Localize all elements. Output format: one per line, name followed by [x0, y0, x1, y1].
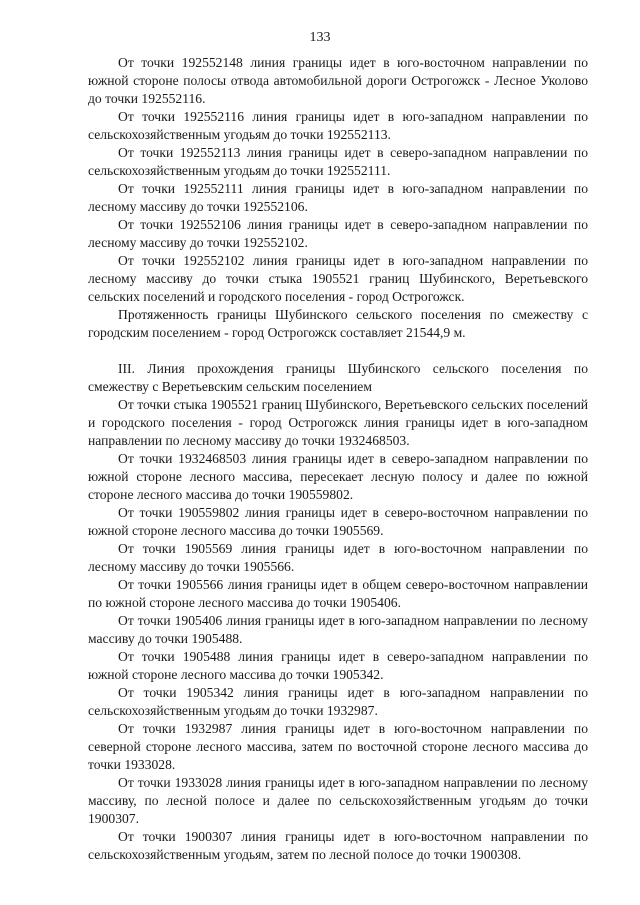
paragraph-total-length: Протяженность границы Шубинского сельского поселения по смежеству с городским поселением - город Острогожск составляет 21544,9 м. — [88, 307, 588, 340]
section-heading: III. Линия прохождения границы Шубинского сельского поселения по смежеству с Веретьевским сельским поселением — [88, 361, 588, 394]
paragraph: От точки 192552116 линия границы идет в юго-западном направлении по сельскохозяйственным угодьям до точки 192552113. — [88, 109, 588, 142]
paragraph: От точки 1932987 линия границы идет в юго-восточном направлении по северной стороне лесного массива, затем по восточной стороне лесного массива до точки 1933028. — [88, 721, 588, 772]
paragraph: От точки 1905488 линия границы идет в северо-западном направлении по южной стороне лесного массива до точки 1905342. — [88, 649, 588, 682]
paragraph: От точки 1933028 линия границы идет в юго-западном направлении по лесному массиву, по лесной полосе и далее по сельскохозяйственным угодьям до точки 1900307. — [88, 775, 588, 826]
paragraph: От точки 192552102 линия границы идет в юго-западном направлении по лесному массиву до точки стыка 1905521 границ Шубинского, Веретьевского сельских поселений и городского поселения - город Острогожск. — [88, 253, 588, 304]
paragraph: От точки 192552113 линия границы идет в северо-западном направлении по сельскохозяйственным угодьям до точки 192552111. — [88, 145, 588, 178]
paragraph: От точки 192552148 линия границы идет в юго-восточном направлении по южной стороне полосы отвода автомобильной дороги Острогожск - Лесное Уколово до точки 192552116. — [88, 55, 588, 106]
paragraph: От точки стыка 1905521 границ Шубинского, Веретьевского сельских поселений и городского поселения - город Острогожск линия границы идет в юго-западном направлении по лесному массиву до точки 1932468503. — [88, 397, 588, 448]
page-number: 133 — [309, 30, 331, 45]
paragraph: От точки 1900307 линия границы идет в юго-восточном направлении по сельскохозяйственным угодьям, затем по лесной полосе до точки 1900308. — [88, 829, 588, 862]
paragraph: От точки 190559802 линия границы идет в северо-восточном направлении по южной стороне лесного массива до точки 1905569. — [88, 505, 588, 538]
paragraph: От точки 1905569 линия границы идет в юго-восточном направлении по лесному массиву до точки 1905566. — [88, 541, 588, 574]
paragraph: От точки 1905342 линия границы идет в юго-западном направлении по сельскохозяйственным угодьям до точки 1932987. — [88, 685, 588, 718]
paragraph: От точки 192552106 линия границы идет в северо-западном направлении по лесному массиву до точки 192552102. — [88, 217, 588, 250]
paragraph: От точки 192552111 линия границы идет в юго-западном направлении по лесному массиву до точки 192552106. — [88, 181, 588, 214]
section-spacer — [88, 342, 588, 360]
document-body — [88, 54, 588, 864]
paragraph: От точки 1905566 линия границы идет в общем северо-восточном направлении по южной стороне лесного массива до точки 1905406. — [88, 577, 588, 610]
paragraph: От точки 1905406 линия границы идет в юго-западном направлении по лесному массиву до точки 1905488. — [88, 613, 588, 646]
paragraph: От точки 1932468503 линия границы идет в северо-западном направлении по южной стороне лесного массива, пересекает лесную полосу и далее по южной стороне лесного массива до точки 190559802. — [88, 451, 588, 502]
